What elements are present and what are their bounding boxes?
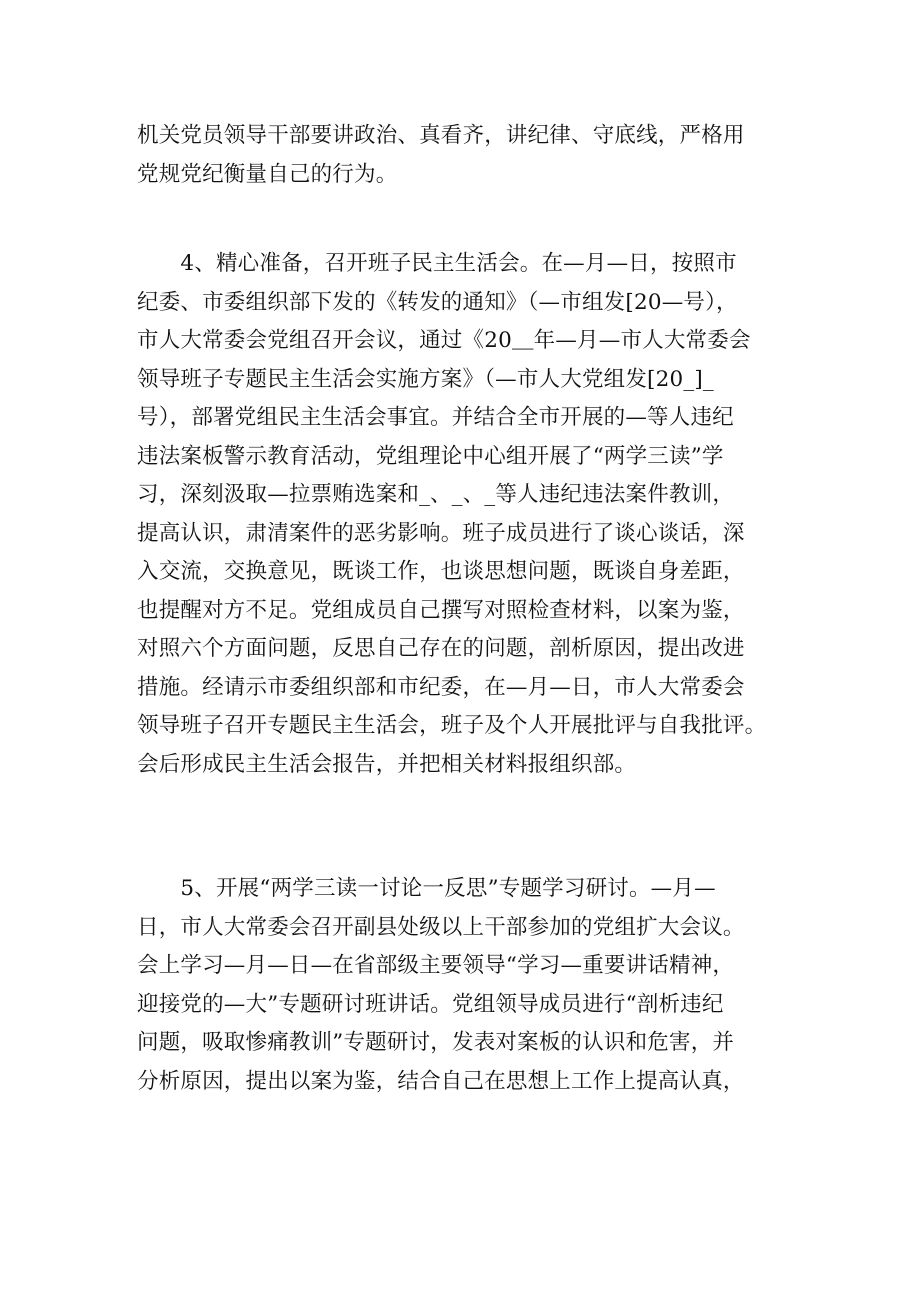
paragraph-item-4: 4、精心准备，召开班子民主生活会。在—月—日，按照市 纪委、市委组织部下发的《转发的通知》（—市组发[20—号）， 市人大常委会党组召开会议，通过《20＿年—月—市人大常委会 领导班子专题民主生活会实施方案》（—市人大党组发[20_]_ 号），部署党组民主生活会事宜。并结合全市开展的—等人违纪 违法案板警示教育活动，党组理论中心组开展了“两学三读”学 习，深刻汲取—拉票贿选案和_、_、_等人违纪违法案件教训， 提高认识，肃清案件的恶劣影响。班子成员进行了谈心谈话，深 入交流，交换意见，既谈工作，也谈思想问题，既谈自身差距， 也提醒对方不足。党组成员自己撰写对照检查材料，以案为鉴， 对照六个方面问题，反思自己存在的问题，剖析原因，提出改进 措施。经请示市委组织部和市纪委，在—月—日，市人大常委会 领导班子召开专题民主生活会，班子及个人开展批评与自我批评。 会后形成民主生活会报告，并把相关材料报组织部。 [137, 251, 767, 777]
paragraph-item-5: 5、开展“两学三读一讨论一反思”专题学习研讨。—月— 日，市人大常委会召开副县处级以上干部参加的党组扩大会议。 会上学习—月—日—在省部级主要领导“学习—重要讲话精神， 迎接党的—大”专题研讨班讲话。党组领导成员进行“剖析违纪 问题，吸取惨痛教训”专题研讨，发表对案板的认识和危害，并 分析原因，提出以案为鉴，结合自己在思想上工作上提高认真， [137, 876, 745, 1094]
paragraph-continuation: 机关党员领导干部要讲政治、真看齐，讲纪律、守底线，严格用 党规党纪衡量自己的行为。 [137, 123, 745, 187]
